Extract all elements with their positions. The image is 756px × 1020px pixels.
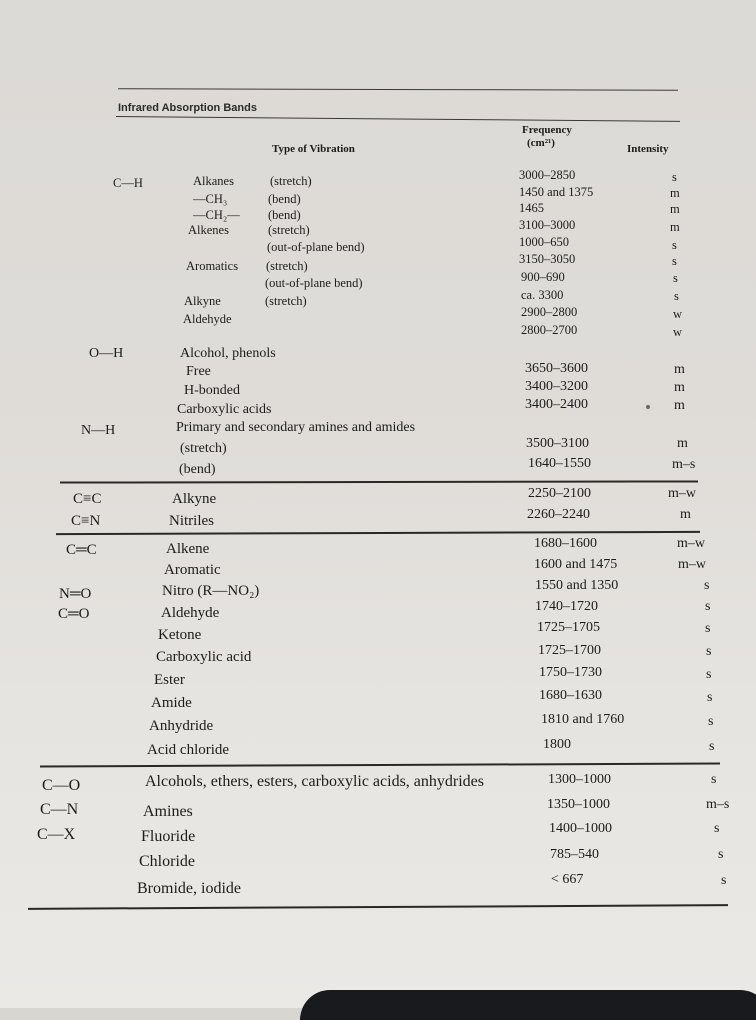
- oh-int-2: m: [674, 380, 685, 395]
- single-freq-3: 1400–1000: [549, 821, 612, 836]
- double-int-6: s: [706, 644, 712, 659]
- ch-int-3: m: [670, 202, 680, 216]
- oh-int-3: m: [674, 398, 685, 413]
- double-type-5: Ketone: [158, 627, 202, 643]
- ch-freq-9: 2900–2800: [521, 305, 578, 319]
- single-type-4: Chloride: [139, 853, 195, 870]
- group-c-triple-c: C≡C: [73, 491, 102, 507]
- double-type-9: Anhydride: [149, 718, 214, 734]
- single-int-3: s: [714, 821, 720, 836]
- double-freq-6: 1725–1700: [538, 643, 601, 658]
- group-c-h: C—H: [113, 176, 143, 190]
- single-int-2: m–s: [706, 797, 730, 812]
- double-type-7: Ester: [154, 672, 185, 688]
- triple-type-2: Nitriles: [169, 513, 214, 529]
- single-freq-5: < 667: [551, 872, 584, 887]
- ch-freq-4: 3100–3000: [519, 218, 576, 232]
- single-type-3: Fluoride: [141, 828, 196, 845]
- ch-freq-7: 900–690: [521, 270, 565, 284]
- double-freq-2: 1600 and 1475: [534, 557, 618, 572]
- group-n-double-o: N═O: [59, 586, 92, 602]
- double-int-1: m–w: [677, 536, 705, 551]
- ch-mode-3: (bend): [268, 208, 301, 222]
- table-title: Infrared Absorption Bands: [118, 102, 257, 114]
- double-int-4: s: [705, 599, 711, 614]
- oh-int-1: m: [674, 362, 685, 377]
- ch-mode-2: (bend): [268, 192, 301, 206]
- double-type-6: Carboxylic acid: [156, 649, 252, 665]
- oh-type-1: Alcohol, phenols: [180, 346, 276, 361]
- double-freq-9: 1810 and 1760: [541, 712, 625, 727]
- ch-freq-3: 1465: [519, 201, 544, 215]
- title-rule: [116, 116, 680, 122]
- ch-int-7: s: [673, 271, 678, 285]
- double-freq-5: 1725–1705: [537, 620, 600, 635]
- single-int-4: s: [718, 847, 724, 862]
- group-n-h: N—H: [81, 423, 116, 438]
- ch-int-4: m: [670, 220, 680, 234]
- group-c-x: C—X: [37, 826, 76, 843]
- ch-freq-5: 1000–650: [519, 235, 569, 249]
- single-int-5: s: [721, 873, 727, 888]
- ch-freq-10: 2800–2700: [521, 323, 578, 337]
- divider-3: [40, 763, 720, 768]
- triple-int-2: m: [680, 507, 691, 522]
- triple-freq-2: 2260–2240: [527, 507, 590, 522]
- ch-mode-8: (stretch): [265, 294, 307, 308]
- oh-freq-1: 3650–3600: [525, 361, 588, 376]
- single-freq-1: 1300–1000: [548, 772, 611, 787]
- nh-type-2: (stretch): [180, 441, 227, 456]
- nh-int-1: m: [677, 436, 688, 451]
- oh-freq-3: 3400–2400: [525, 397, 588, 412]
- nh-freq-2: 1640–1550: [528, 456, 591, 471]
- triple-type-1: Alkyne: [172, 491, 217, 507]
- shadow: [300, 990, 756, 1020]
- single-type-2: Amines: [143, 803, 193, 820]
- group-o-h: O—H: [89, 346, 124, 361]
- ch-int-6: s: [672, 254, 677, 268]
- double-freq-7: 1750–1730: [539, 665, 602, 680]
- ch-type-6: Aromatics: [186, 259, 239, 273]
- ch-int-8: s: [674, 289, 679, 303]
- group-c-n: C—N: [40, 801, 79, 818]
- oh-type-4: Carboxylic acids: [177, 402, 272, 417]
- double-type-4: Aldehyde: [161, 605, 220, 621]
- ch-type-1: Alkanes: [193, 174, 234, 188]
- ch-mode-1: (stretch): [270, 174, 312, 188]
- double-type-10: Acid chloride: [147, 742, 230, 758]
- double-freq-3: 1550 and 1350: [535, 578, 619, 593]
- ch-int-5: s: [672, 238, 677, 252]
- ch-type-4: Alkenes: [188, 223, 229, 237]
- divider-1: [60, 480, 698, 483]
- ch-mode-7: (out-of-plane bend): [265, 276, 363, 290]
- nh-int-2: m–s: [672, 457, 696, 472]
- header-intensity: Intensity: [627, 143, 669, 155]
- group-c-triple-n: C≡N: [71, 513, 101, 529]
- divider-2: [56, 531, 700, 535]
- ch-int-1: s: [672, 170, 677, 184]
- ch-mode-5: (out-of-plane bend): [267, 240, 365, 254]
- ch-type-2: —CH₃: [193, 192, 228, 206]
- nh-type-1: Primary and secondary amines and amides: [176, 420, 416, 435]
- double-int-3: s: [704, 578, 710, 593]
- ch-freq-1: 3000–2850: [519, 168, 576, 182]
- double-type-3: Nitro (R—NO₂): [162, 583, 260, 599]
- single-int-1: s: [711, 772, 717, 787]
- oh-type-2: Free: [186, 364, 211, 379]
- group-c-double-o: C═O: [58, 606, 90, 622]
- double-int-9: s: [708, 714, 714, 729]
- double-freq-4: 1740–1720: [535, 599, 598, 614]
- ch-int-10: w: [673, 325, 683, 339]
- double-freq-10: 1800: [543, 737, 571, 752]
- ch-int-9: w: [673, 307, 683, 321]
- triple-freq-1: 2250–2100: [528, 486, 591, 501]
- ch-mode-4: (stretch): [268, 223, 310, 237]
- bottom-rule: [28, 904, 728, 910]
- ch-int-2: m: [670, 186, 680, 200]
- top-rule: [118, 88, 678, 90]
- header-type-of-vibration: Type of Vibration: [272, 143, 355, 155]
- stray-mark: [646, 405, 650, 409]
- double-freq-1: 1680–1600: [534, 536, 597, 551]
- single-freq-4: 785–540: [550, 847, 599, 862]
- double-type-2: Aromatic: [164, 562, 221, 578]
- group-c-o: C—O: [42, 777, 81, 794]
- triple-int-1: m–w: [668, 486, 696, 501]
- ch-freq-8: ca. 3300: [521, 288, 564, 302]
- double-int-10: s: [709, 739, 715, 754]
- oh-freq-2: 3400–3200: [525, 379, 588, 394]
- header-frequency-unit: (cm²¹): [527, 137, 555, 149]
- ch-freq-2: 1450 and 1375: [519, 185, 594, 199]
- oh-type-3: H-bonded: [184, 383, 240, 398]
- single-type-1: Alcohols, ethers, esters, carboxylic acids, anhydrides: [145, 773, 485, 790]
- header-frequency: Frequency: [522, 124, 572, 136]
- double-int-2: m–w: [678, 557, 706, 572]
- double-type-1: Alkene: [166, 541, 210, 557]
- nh-type-3: (bend): [179, 462, 216, 477]
- double-type-8: Amide: [151, 695, 192, 711]
- double-freq-8: 1680–1630: [539, 688, 602, 703]
- single-freq-2: 1350–1000: [547, 797, 610, 812]
- ch-mode-6: (stretch): [266, 259, 308, 273]
- ch-type-9: Aldehyde: [183, 312, 232, 326]
- nh-freq-1: 3500–3100: [526, 436, 589, 451]
- group-c-double-c: C═C: [66, 542, 97, 558]
- single-type-5: Bromide, iodide: [137, 880, 241, 897]
- ch-freq-6: 3150–3050: [519, 252, 576, 266]
- ch-type-8: Alkyne: [184, 294, 221, 308]
- double-int-8: s: [707, 690, 713, 705]
- ch-type-3: —CH₂—: [193, 208, 240, 222]
- double-int-7: s: [706, 667, 712, 682]
- double-int-5: s: [705, 621, 711, 636]
